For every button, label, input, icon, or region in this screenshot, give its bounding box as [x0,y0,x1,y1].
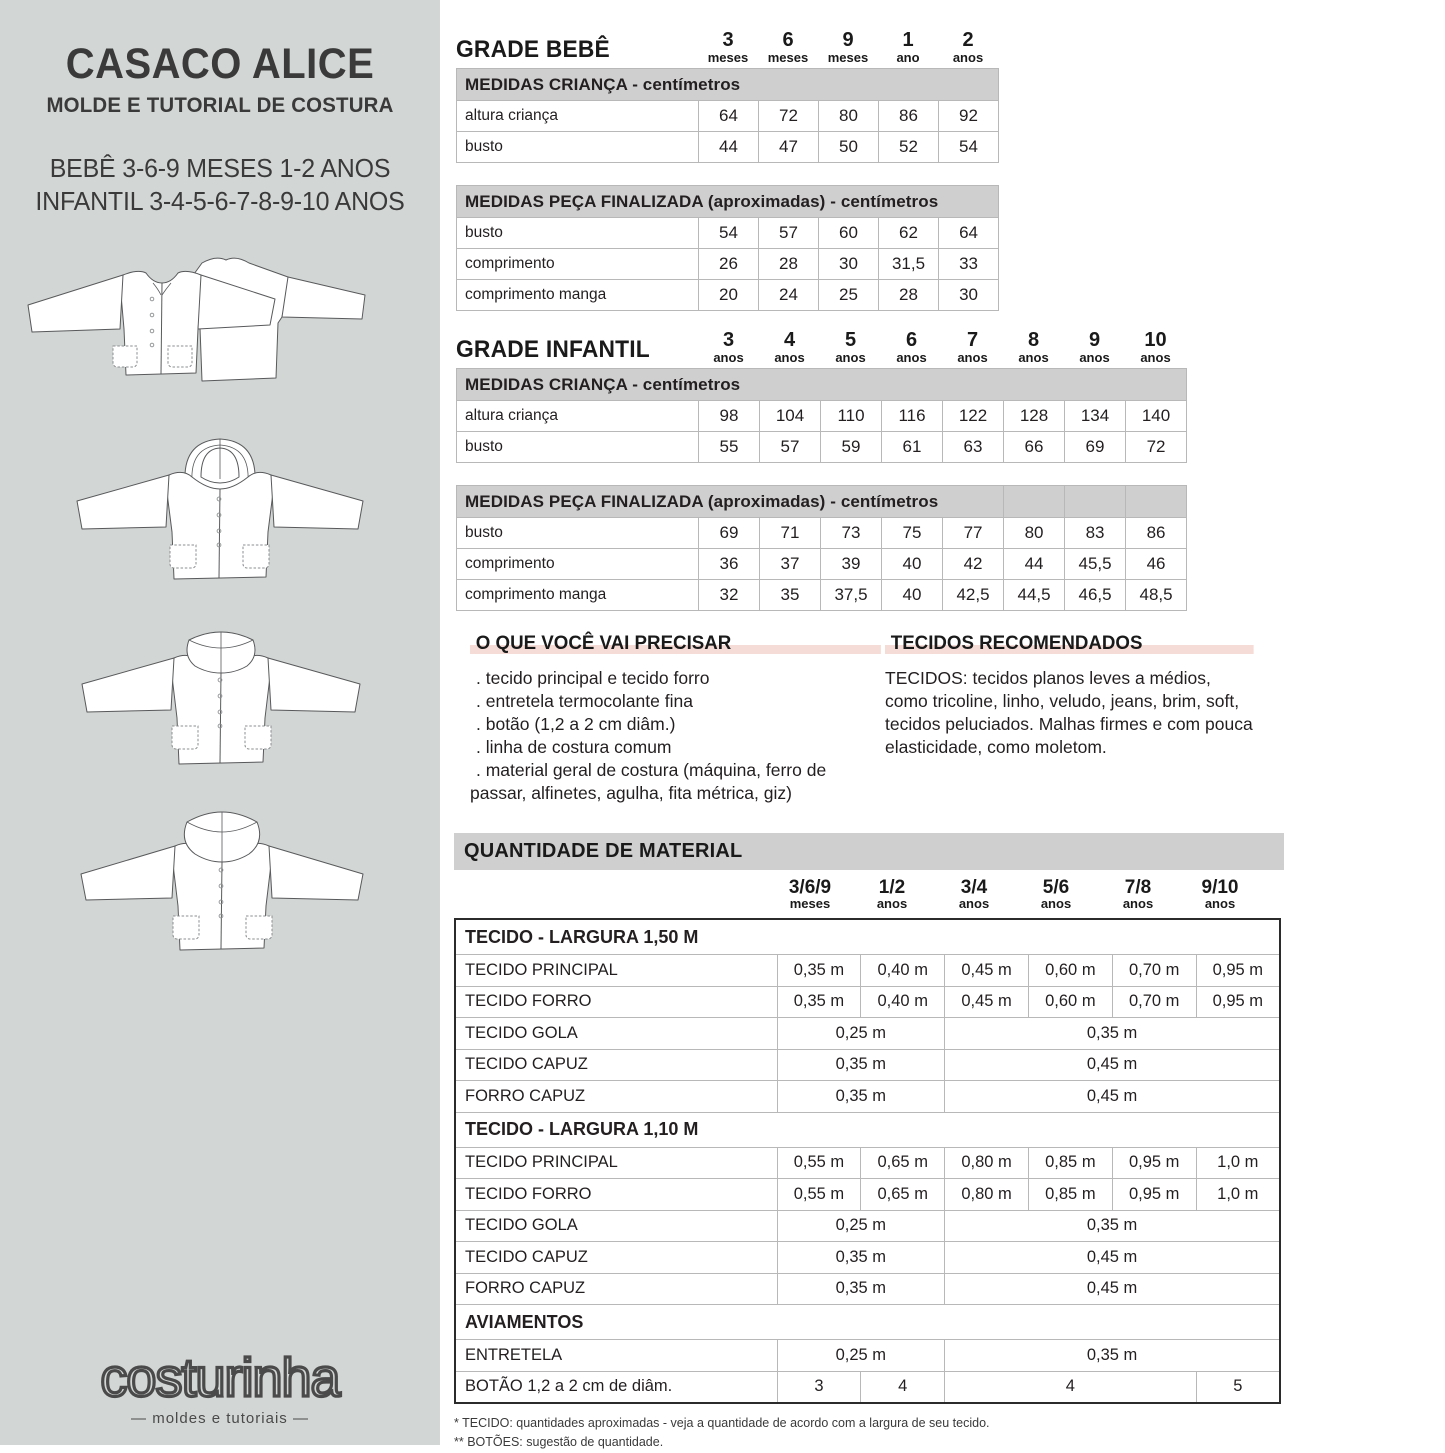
costurinha-wordmark-icon [70,1352,370,1408]
precisar-section [470,632,860,805]
main-content [440,0,1445,1450]
table-band-row [457,369,1187,401]
size-range-block [0,152,440,219]
table-row: ENTRETELA 0,25 m 0,35 m [455,1340,1280,1372]
table-row: TECIDO PRINCIPAL 0,35 m 0,40 m 0,45 m 0,60 m 0,70 m 0,95 m [455,955,1280,987]
size-header: 1 ano [896,29,920,65]
table-row: TECIDO CAPUZ 0,35 m 0,45 m [455,1049,1280,1081]
band-label: MEDIDAS PEÇA FINALIZADA (aproximadas) - centímetros [457,186,999,218]
band-label: MEDIDAS PEÇA FINALIZADA (aproximadas) - centímetros [457,486,1004,518]
size-header: 1/2 anos [876,877,908,912]
table-row: TECIDO FORRO 0,55 m 0,65 m 0,80 m 0,85 m 0,95 m 1,0 m [455,1179,1280,1211]
table-band-row [457,69,999,101]
table-row: BOTÃO 1,2 a 2 cm de diâm. 3 4 4 5 [455,1371,1280,1403]
sidebar [0,0,440,1445]
size-header: 5 anos [835,329,866,365]
svg-text:costurinha: costurinha [100,1352,340,1408]
table-row: FORRO CAPUZ 0,35 m 0,45 m [455,1273,1280,1305]
size-header: 3/6/9 meses [788,877,832,912]
table-row: TECIDO GOLA 0,25 m 0,35 m [455,1018,1280,1050]
list-item: . botão (1,2 a 2 cm diâm.) [476,713,676,734]
size-header: 6 anos [896,329,927,365]
brand-tagline: — moldes e tutoriais — [131,1410,309,1427]
footnotes [454,1414,1284,1453]
table-group-row [455,919,1280,955]
footnote-botoes: ** BOTÕES: sugestão de quantidade. [454,1435,664,1450]
size-header: 3 meses [707,29,749,65]
size-header: 4 anos [774,329,805,365]
band-filler [1065,486,1126,518]
quantidade-table [454,918,1281,1404]
size-header: 7/8 anos [1122,877,1154,912]
grade-infantil-peca-table [456,485,1187,611]
tecidos-text [885,667,1285,759]
jacket-front-and-back-collarless-illustration [20,233,420,433]
group-label: TECIDO - LARGURA 1,10 M [455,1112,1280,1147]
page-subtitle: MOLDE E TUTORIAL DE COSTURA [46,93,394,117]
size-header: 9 meses [827,29,869,65]
table-row: FORRO CAPUZ 0,35 m 0,45 m [455,1081,1280,1113]
tecidos-section [885,632,1285,759]
text-line: tecidos peluciados. Malhas firmes e com pouca [885,713,1253,734]
table-band-row [457,186,999,218]
text-line: TECIDOS: tecidos planos leves a médios, [885,668,1211,688]
size-header: 9/10 anos [1201,877,1239,912]
text-line: como tricoline, linho, veludo, jeans, brim, soft, [885,690,1240,711]
size-header: 9 anos [1079,329,1110,365]
table-band-row [457,486,1187,518]
grade-bebe-title: GRADE BEBÊ [456,36,610,63]
grade-infantil-section [456,320,1196,611]
page-title: CASACO ALICE [65,40,375,88]
band-filler [1004,486,1065,518]
grade-infantil-criança-table [456,368,1187,463]
illustrations [0,233,440,985]
quantidade-title: QUANTIDADE DE MATERIAL [454,833,1284,870]
band-label: MEDIDAS CRIANÇA - centímetros [457,369,1187,401]
precisar-heading: O QUE VOCÊ VAI PRECISAR [470,632,737,655]
group-label: AVIAMENTOS [455,1305,1280,1340]
grade-bebe-section [456,18,1016,311]
size-range-child: INFANTIL 3-4-5-6-7-8-9-10 ANOS [35,186,405,217]
table-row: comprimento 36 37 39 40 42 44 45,5 46 [457,549,1187,580]
table-row: busto 69 71 73 75 77 80 83 86 [457,518,1187,549]
size-header: 7 anos [957,329,988,365]
quantidade-size-headers [454,878,1284,918]
size-range-baby: BEBÊ 3-6-9 MESES 1-2 ANOS [49,153,391,183]
table-row: busto 55 57 59 61 63 66 69 72 [457,432,1187,463]
table-row: busto 54 57 60 62 64 [457,218,999,249]
jacket-peter-pan-collar-large-illustration [55,800,385,985]
list-item: . material geral de costura (máquina, ferro de [476,759,827,780]
list-item: . entretela termocolante fina [476,690,693,711]
title-block [0,0,440,118]
grade-bebe-peca-table [456,185,999,311]
grade-bebe-criança-table [456,68,999,163]
size-header: 10 anos [1140,329,1171,365]
size-header: 2 anos [952,29,984,65]
list-item: . tecido principal e tecido forro [476,668,710,688]
jacket-peter-pan-collar-small-illustration [55,616,385,806]
table-group-row [455,1305,1280,1340]
tecidos-heading: TECIDOS RECOMENDADOS [885,632,1148,655]
grade-infantil-title: GRADE INFANTIL [456,336,650,363]
size-header: 8 anos [1018,329,1049,365]
footnote-tecido: * TECIDO: quantidades aproximadas - veja a quantidade de acordo com a largura de seu tecido. [454,1416,990,1430]
table-group-row [455,1112,1280,1147]
table-row: altura criança 98 104 110 116 122 128 134 140 [457,401,1187,432]
table-row: altura criança 64 72 80 86 92 [457,101,999,132]
table-row: TECIDO GOLA 0,25 m 0,35 m [455,1210,1280,1242]
table-row: TECIDO PRINCIPAL 0,55 m 0,65 m 0,80 m 0,85 m 0,95 m 1,0 m [455,1147,1280,1179]
text-line: elasticidade, como moletom. [885,736,1107,757]
table-row: comprimento manga 32 35 37,5 40 42,5 44,5 46,5 48,5 [457,580,1187,611]
band-filler [1126,486,1187,518]
list-item: passar, alfinetes, agulha, fita métrica, giz) [470,782,792,803]
table-row: comprimento 26 28 30 31,5 33 [457,249,999,280]
precisar-list [470,667,860,805]
size-header: 6 meses [767,29,809,65]
quantidade-section [454,833,1284,1453]
group-label: TECIDO - LARGURA 1,50 M [455,919,1280,955]
table-row: TECIDO CAPUZ 0,35 m 0,45 m [455,1242,1280,1274]
jacket-hooded-illustration [55,427,385,622]
brand-logo [0,1352,440,1427]
table-row: TECIDO FORRO 0,35 m 0,40 m 0,45 m 0,60 m 0,70 m 0,95 m [455,986,1280,1018]
table-row: busto 44 47 50 52 54 [457,132,999,163]
size-header: 3 anos [713,329,744,365]
band-label: MEDIDAS CRIANÇA - centímetros [457,69,999,101]
size-header: 5/6 anos [1040,877,1072,912]
size-header: 3/4 anos [958,877,990,912]
list-item: . linha de costura comum [476,736,672,757]
table-row: comprimento manga 20 24 25 28 30 [457,280,999,311]
